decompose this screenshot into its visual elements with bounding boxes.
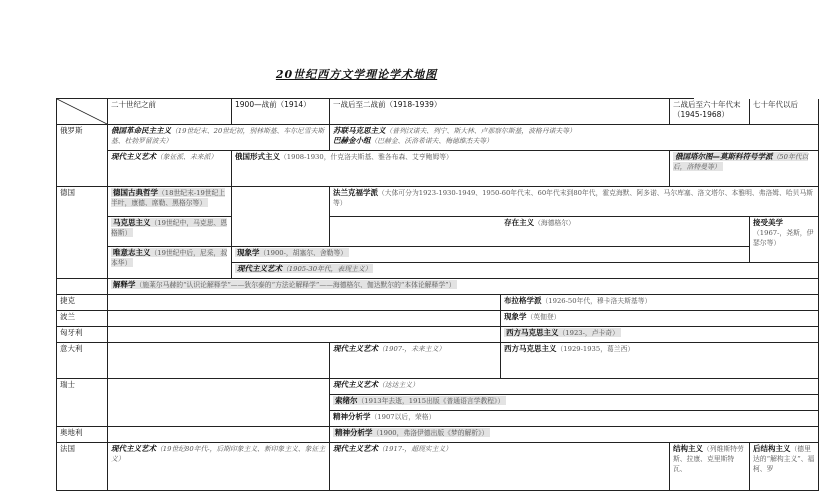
school-note: （50年代以后，洛特曼等）	[673, 153, 809, 171]
school-note: （18世纪末-19世纪上半叶，康德、席勒、黑格尔等）	[111, 189, 226, 207]
school-name: 巴赫金小组	[333, 136, 371, 145]
school-note: （1905-30年代，表现主义）	[282, 265, 372, 273]
school-name: 俄国革命民主主义	[111, 126, 171, 135]
germany-phenomenology	[232, 247, 750, 263]
school-note: （19世纪中后，尼采，叔本华）	[111, 249, 228, 267]
school-name: 西方马克思主义	[506, 328, 559, 337]
germany-marxism	[108, 217, 232, 247]
school-name: 现象学	[504, 312, 527, 321]
germany-hermeneutics	[108, 279, 819, 295]
country-russia: 俄罗斯	[57, 125, 108, 187]
school-name: 结构主义	[673, 444, 703, 453]
austria-empty	[108, 427, 330, 443]
school-name: 精神分析学	[333, 412, 371, 421]
germany-existentialism	[330, 217, 750, 247]
school-note: （1929-1935，葛兰西）	[556, 345, 635, 353]
school-name: 索绪尔	[335, 396, 358, 405]
italy-empty	[108, 343, 330, 379]
school-name: 法兰克福学派	[333, 188, 378, 197]
school-name: 马克思主义	[113, 218, 151, 227]
country-hungary: 匈牙利	[57, 327, 108, 343]
school-note: （19世纪中，马克思、恩格斯）	[111, 219, 228, 237]
school-note: （19世纪末、20世纪初，别林斯基、车尔尼雪夫斯基、杜勃罗留波夫）	[111, 127, 325, 145]
russia-soviet-marxism	[330, 125, 819, 151]
russia-modernism	[108, 151, 232, 187]
country-france: 法国	[57, 443, 108, 491]
school-note: （达达主义）	[378, 381, 419, 389]
school-note: （象征派、未来派）	[156, 153, 218, 161]
school-name: 现代主义艺术	[237, 264, 282, 273]
school-note: （普列汉诺夫、列宁、斯大林、卢那察尔斯基，波格丹诺夫等）	[385, 127, 576, 135]
hungary-empty	[108, 327, 501, 343]
school-name: 唯意志主义	[113, 248, 151, 257]
germany-modernism	[232, 263, 819, 279]
france-post-structuralism	[750, 443, 819, 491]
school-note: （巴赫金、沃洛希诺夫、梅德维杰夫等）	[370, 137, 493, 145]
germany-voluntarism	[108, 247, 232, 279]
school-note: （1907以后，荣格）	[370, 413, 436, 421]
school-name: 现代主义艺术	[333, 380, 378, 389]
school-note: （大体可分为1923-1930-1949、1950-60年代末、60年代末到80年代，霍克海默、阿多诺、马尔库塞、洛文塔尔、本雅明、弗洛姆、哈贝马斯等）	[333, 189, 814, 207]
austria-psychoanalysis	[330, 427, 819, 443]
school-note: （1907-，未来主义）	[378, 345, 446, 353]
school-name: 苏联马克思主义	[333, 126, 386, 135]
italy-western-marxism	[501, 343, 819, 379]
switzerland-empty	[108, 379, 330, 427]
school-name: 西方马克思主义	[504, 344, 557, 353]
school-note: （英伽登）	[526, 313, 561, 321]
italy-modernism	[330, 343, 501, 379]
switzerland-psychoanalysis	[330, 411, 819, 427]
school-name: 存在主义	[504, 218, 535, 227]
hungary-western-marxism	[501, 327, 819, 343]
school-name: 现代主义艺术	[111, 152, 156, 161]
school-note: （1900-，胡塞尔、舍勒等）	[259, 249, 348, 257]
school-name: 接受美学	[753, 218, 783, 227]
school-note: （1913年去逝，1915出版《普通语言学教程》）	[357, 397, 505, 405]
country-czech: 捷克	[57, 295, 108, 311]
germany-frankfurt-school	[330, 187, 819, 217]
header-postwar	[670, 99, 750, 125]
school-name: 现代主义艺术	[333, 444, 378, 453]
school-note: （1900，弗洛伊德出版《梦的解析》）	[372, 429, 489, 437]
country-switzerland: 瑞士	[57, 379, 108, 427]
school-note: （海德格尔）	[534, 219, 575, 227]
switzerland-saussure	[330, 395, 819, 411]
school-note: （1923-，卢卡奇）	[558, 329, 619, 337]
france-modernism-surrealism	[330, 443, 670, 491]
russia-formalism	[232, 151, 670, 187]
school-name: 解释学	[113, 280, 136, 289]
school-name: 俄国塔尔图—莫斯科符号学派	[675, 152, 773, 161]
header-postwar-label: 二战后至六十年代末	[673, 100, 741, 109]
france-structuralism	[670, 443, 750, 491]
czech-prague-school	[501, 295, 819, 311]
poland-empty	[108, 311, 501, 327]
germany-reception-aesthetics	[750, 217, 819, 263]
school-note: （1917-，超现实主义）	[378, 445, 452, 453]
header-postwar-years: （1945-1968）	[673, 110, 729, 119]
school-name: 现代主义艺术	[111, 444, 156, 453]
school-note: （1908-1930，什克洛夫斯基、雅各布森、艾亨鲍姆等）	[280, 153, 453, 161]
theory-map-table	[56, 98, 815, 491]
school-name: 布拉格学派	[504, 296, 542, 305]
country-poland: 波兰	[57, 311, 108, 327]
page-title: 20世纪西方文学理论学术地图	[275, 68, 438, 81]
germany-empty-1900	[232, 187, 330, 247]
russia-tartu-moscow-semiotics	[670, 151, 819, 187]
country-austria: 奥地利	[57, 427, 108, 443]
poland-phenomenology	[501, 311, 819, 327]
germany-classical-philosophy	[108, 187, 232, 217]
header-interwar: 一战后至二战前（1918-1939）	[330, 99, 670, 125]
country-italy: 意大利	[57, 343, 108, 379]
country-germany: 德国	[57, 187, 108, 279]
school-name: 德国古典哲学	[113, 188, 158, 197]
diagonal-line	[57, 99, 107, 124]
czech-empty	[108, 295, 501, 311]
school-name: 现象学	[237, 248, 260, 257]
header-pre-20th: 二十世纪之前	[108, 99, 232, 125]
school-note: （1926-50年代，穆卡洛夫斯基等）	[541, 297, 652, 305]
france-modernism-1880s	[108, 443, 330, 491]
russia-revolutionary-democracy	[108, 125, 330, 151]
school-name: 后结构主义	[753, 444, 791, 453]
school-note: （德里达的“解构主义”、福柯、罗	[753, 445, 815, 473]
school-note: （施莱尔马赫的“认识论解释学”——狄尔泰的“方法论解释学”——海德格尔、伽达默尔的“本体论解释学”）	[135, 281, 456, 289]
germany-herm-spacer	[57, 279, 108, 295]
header-70s: 七十年代以后	[750, 99, 819, 125]
corner-diagonal-cell	[57, 99, 108, 125]
school-name: 现代主义艺术	[333, 344, 378, 353]
school-note: （列维斯特劳斯、拉康、克里斯特瓦、	[673, 445, 744, 473]
school-name: 俄国形式主义	[235, 152, 280, 161]
switzerland-modernism	[330, 379, 819, 395]
school-name: 精神分析学	[335, 428, 373, 437]
school-note: （1967-，尧斯，伊瑟尔等）	[753, 229, 814, 247]
school-note: （19世纪80年代-，后期印象主义、新印象主义、象征主义）	[111, 445, 326, 463]
header-1900-1914: 1900—战前（1914）	[232, 99, 330, 125]
